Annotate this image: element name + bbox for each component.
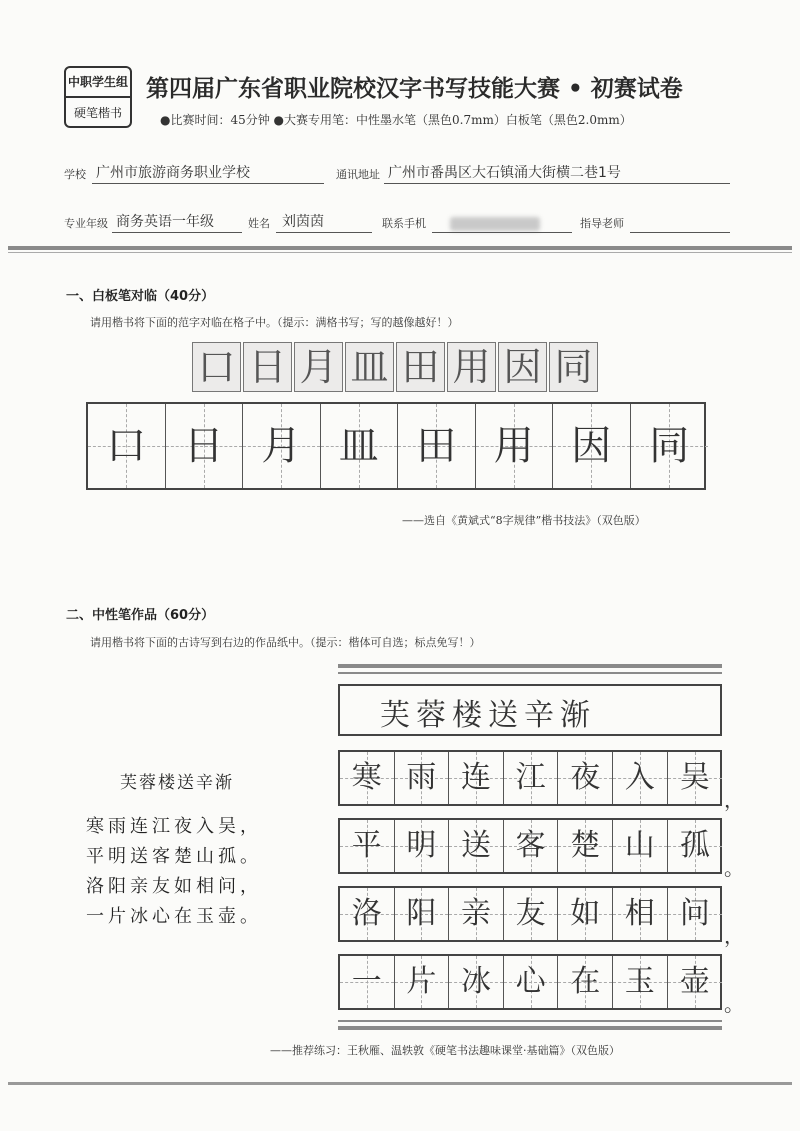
work-title-box: [338, 684, 722, 736]
work-char: 入: [624, 760, 655, 795]
poem-line: 一片冰心在玉壶。: [86, 906, 262, 927]
work-char: 壶: [679, 964, 710, 999]
address-underline: [384, 183, 730, 184]
work-char: 问: [679, 896, 710, 931]
work-char: 送: [460, 828, 491, 863]
section2-instruction: 请用楷书将下面的古诗写到右边的作品纸中。（提示：楷体可自选；标点免写！）: [90, 636, 481, 649]
model-char: 口: [192, 342, 241, 392]
written-char: 皿: [338, 423, 379, 469]
phone-label: 联系手机: [382, 217, 426, 230]
work-char: 玉: [624, 964, 655, 999]
grid-cell: [476, 404, 554, 488]
model-char: 田: [396, 342, 445, 392]
model-char: 因: [498, 342, 547, 392]
major-value: 商务英语一年级: [116, 214, 214, 230]
work-punct: 。: [724, 992, 744, 1016]
grid-cell: [321, 404, 399, 488]
phone-redacted: [450, 217, 540, 231]
written-char: 用: [493, 423, 534, 469]
work-punct: ，: [724, 924, 744, 948]
exam-rules: ●比赛时间：45分钟 ●大赛专用笔：中性墨水笔（黑色0.7mm）白板笔（黑色2.0mm）: [160, 113, 632, 127]
written-char: 田: [416, 423, 457, 469]
work-char: 冰: [460, 964, 491, 999]
work-char: 阳: [406, 896, 437, 931]
header-divider-thin: [8, 252, 792, 253]
badge-style-label: 硬笔楷书: [73, 106, 122, 120]
grid-cell: [166, 404, 244, 488]
section1-credit: ——选自《黄斌式“8字规律”楷书技法》（双色版）: [402, 514, 646, 527]
written-char: 因: [571, 423, 612, 469]
section1-title: 一、白板笔对临（40分）: [66, 289, 215, 304]
work-char: 雨: [406, 760, 437, 795]
work-row: [338, 886, 722, 942]
section2-credit: ——推荐练习：王秋雁、温轶敦《硬笔书法趣味课堂·基础篇》（双色版）: [270, 1044, 620, 1057]
work-char: 江: [515, 760, 546, 795]
model-char: 皿: [345, 342, 394, 392]
section2-title: 二、中性笔作品（60分）: [66, 608, 215, 623]
work-char: 寒: [351, 760, 382, 795]
page-bottom-line: [8, 1082, 792, 1085]
poem-line: 洛阳亲友如相问，: [86, 876, 262, 897]
name-underline: [276, 232, 372, 233]
poem-line: 平明送客楚山孤。: [86, 846, 262, 867]
grid-cell: [88, 404, 166, 488]
copy-grid: [86, 402, 706, 490]
model-char: 月: [294, 342, 343, 392]
work-row: [338, 818, 722, 874]
work-paper-top-bar-thin: [338, 672, 722, 674]
work-char: 吴: [679, 760, 710, 795]
work-char: 连: [460, 760, 491, 795]
model-char: 用: [447, 342, 496, 392]
work-char: 如: [570, 896, 601, 931]
name-label: 姓名: [248, 217, 270, 230]
teacher-underline: [630, 232, 730, 233]
written-char: 口: [106, 423, 147, 469]
work-char: 楚: [570, 828, 601, 863]
address-value: 广州市番禺区大石镇涌大街横二巷1号: [388, 165, 621, 181]
work-char: 友: [515, 896, 546, 931]
work-char: 山: [624, 828, 655, 863]
written-char: 同: [649, 423, 690, 469]
work-title: 芙蓉楼送辛渐: [380, 698, 596, 733]
work-char: 夜: [570, 760, 601, 795]
work-char: 洛: [351, 896, 382, 931]
address-label: 通讯地址: [336, 168, 380, 181]
school-underline: [92, 183, 324, 184]
work-punct: ，: [724, 788, 744, 812]
major-label: 专业年级: [64, 217, 108, 230]
work-char: 一: [351, 964, 382, 999]
page-title: 第四届广东省职业院校汉字书写技能大赛 • 初赛试卷: [146, 76, 683, 102]
category-badge: [64, 66, 132, 128]
work-paper-bottom-bar-thin: [338, 1020, 722, 1022]
work-paper-bottom-bar: [338, 1026, 722, 1030]
work-char: 相: [624, 896, 655, 931]
work-char: 明: [406, 828, 437, 863]
grid-cell: [243, 404, 321, 488]
school-value: 广州市旅游商务职业学校: [96, 165, 250, 181]
poem-line: 寒雨连江夜入吴，: [86, 816, 262, 837]
grid-cell: [631, 404, 709, 488]
work-char: 平: [351, 828, 382, 863]
work-char: 亲: [460, 896, 491, 931]
work-char: 在: [570, 964, 601, 999]
phone-underline: [432, 232, 572, 233]
work-char: 心: [515, 964, 546, 999]
poem-title: 芙蓉楼送辛渐: [120, 773, 234, 793]
grid-cell: [398, 404, 476, 488]
written-char: 日: [183, 423, 224, 469]
work-punct: 。: [724, 856, 744, 880]
written-char: 月: [261, 423, 302, 469]
badge-group-label: 中职学生组: [66, 68, 130, 98]
name-value: 刘茵茵: [282, 214, 324, 230]
section1-instruction: 请用楷书将下面的范字对临在格子中。（提示：满格书写；写的越像越好！）: [90, 316, 459, 329]
header-divider: [8, 246, 792, 250]
work-char: 客: [515, 828, 546, 863]
work-paper-top-bar: [338, 664, 722, 668]
work-row: [338, 954, 722, 1010]
work-char: 片: [406, 964, 437, 999]
major-underline: [112, 232, 242, 233]
school-label: 学校: [64, 168, 86, 181]
grid-cell: [553, 404, 631, 488]
work-row: [338, 750, 722, 806]
teacher-label: 指导老师: [580, 217, 624, 230]
work-char: 孤: [679, 828, 710, 863]
model-char: 日: [243, 342, 292, 392]
model-char: 同: [549, 342, 598, 392]
